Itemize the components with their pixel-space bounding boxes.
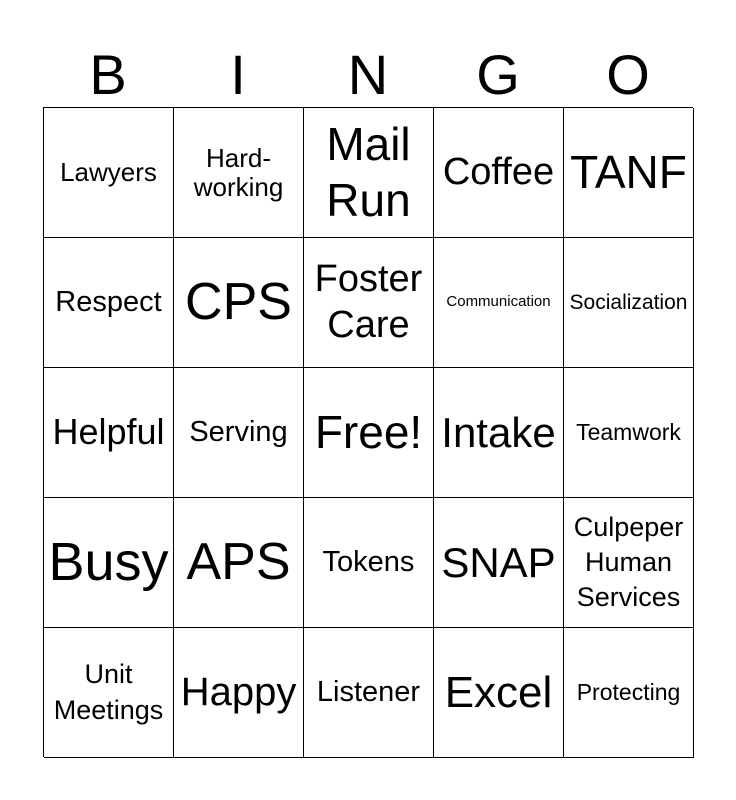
bingo-cell-r4-c2[interactable] bbox=[174, 498, 304, 628]
header-letter-n: N bbox=[347, 43, 389, 106]
bingo-cell-r2-c1[interactable] bbox=[44, 238, 174, 368]
cell-label: Serving bbox=[189, 416, 288, 449]
cell-label: Culpeper Human Services bbox=[573, 511, 684, 613]
cell-label: Busy bbox=[48, 532, 169, 593]
cell-label: Free! bbox=[314, 405, 423, 458]
cell-label: Happy bbox=[180, 670, 297, 715]
cell-label: Tokens bbox=[322, 546, 415, 579]
cell-label: Teamwork bbox=[576, 418, 681, 445]
bingo-cell-r3-c3[interactable] bbox=[304, 368, 434, 498]
cell-label: Intake bbox=[441, 408, 556, 456]
cell-label: Excel bbox=[444, 667, 553, 717]
cell-label: Unit Meetings bbox=[53, 659, 164, 725]
cell-label: Foster Care bbox=[314, 257, 423, 346]
cell-label: Mail Run bbox=[326, 118, 411, 226]
bingo-cell-r5-c5[interactable] bbox=[564, 628, 694, 758]
header-letter-o: O bbox=[606, 43, 650, 106]
header-letter-i: I bbox=[230, 43, 246, 106]
bingo-cell-r4-c4[interactable] bbox=[434, 498, 564, 628]
bingo-cell-r2-c4[interactable] bbox=[434, 238, 564, 368]
cell-label: APS bbox=[186, 533, 291, 592]
bingo-cell-r3-c1[interactable] bbox=[44, 368, 174, 498]
bingo-cell-r5-c2[interactable] bbox=[174, 628, 304, 758]
cell-label: Listener bbox=[316, 676, 421, 709]
bingo-cell-r3-c5[interactable] bbox=[564, 368, 694, 498]
cell-label: Coffee bbox=[442, 151, 555, 194]
cell-label: Helpful bbox=[52, 411, 165, 453]
cell-label: Hard- working bbox=[193, 143, 284, 202]
bingo-cell-r1-c5[interactable] bbox=[564, 108, 694, 238]
bingo-cell-r3-c2[interactable] bbox=[174, 368, 304, 498]
bingo-cell-r2-c2[interactable] bbox=[174, 238, 304, 368]
bingo-cell-r4-c1[interactable] bbox=[44, 498, 174, 628]
cell-label: Socialization bbox=[569, 290, 688, 314]
header-letter-b: B bbox=[89, 43, 127, 106]
bingo-cell-r5-c4[interactable] bbox=[434, 628, 564, 758]
cell-label: Communication bbox=[446, 293, 551, 311]
cell-label: Protecting bbox=[576, 678, 681, 705]
bingo-cell-r4-c3[interactable] bbox=[304, 498, 434, 628]
bingo-cell-r5-c3[interactable] bbox=[304, 628, 434, 758]
cell-label: TANF bbox=[570, 145, 687, 198]
bingo-cell-r2-c3[interactable] bbox=[304, 238, 434, 368]
bingo-cell-r1-c1[interactable] bbox=[44, 108, 174, 238]
bingo-cell-r5-c1[interactable] bbox=[44, 628, 174, 758]
cell-label: SNAP bbox=[441, 538, 556, 586]
bingo-board bbox=[43, 107, 693, 757]
cell-label: Lawyers bbox=[60, 156, 157, 187]
bingo-cell-r1-c4[interactable] bbox=[434, 108, 564, 238]
cell-label: CPS bbox=[185, 273, 292, 332]
bingo-cell-r4-c5[interactable] bbox=[564, 498, 694, 628]
cell-label: Respect bbox=[55, 286, 162, 319]
bingo-cell-r1-c3[interactable] bbox=[304, 108, 434, 238]
bingo-cell-r2-c5[interactable] bbox=[564, 238, 694, 368]
header-letter-g: G bbox=[476, 43, 520, 106]
bingo-cell-r1-c2[interactable] bbox=[174, 108, 304, 238]
bingo-cell-r3-c4[interactable] bbox=[434, 368, 564, 498]
bingo-header bbox=[43, 44, 693, 106]
